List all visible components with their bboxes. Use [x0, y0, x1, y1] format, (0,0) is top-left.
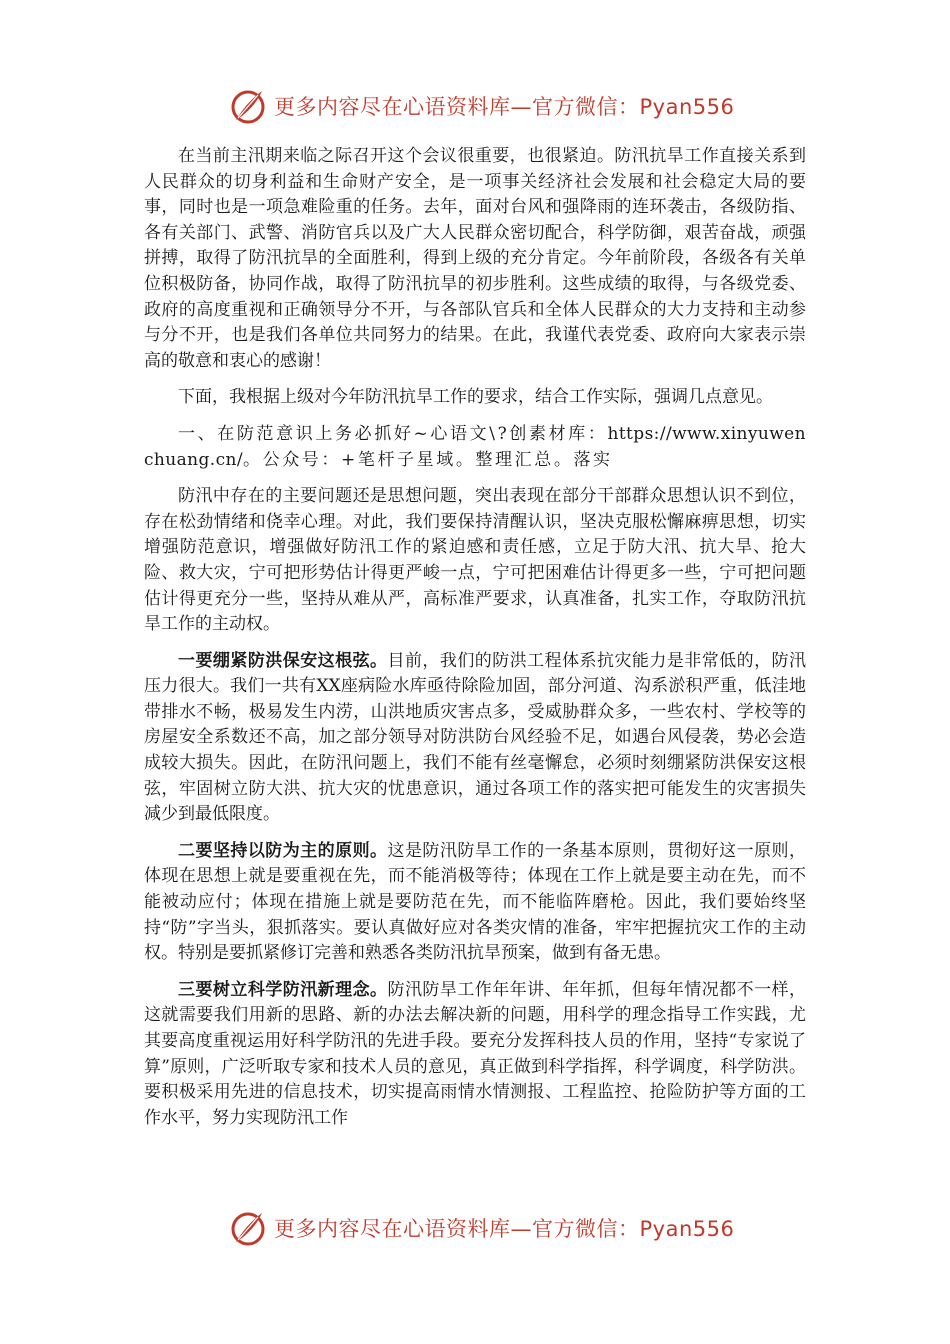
paragraph-text-1: 目前，我们的防洪工程体系抗灾能力是非常低的，防汛压力很大。我们一共有XX座病险水库亟待除险加固，部分河道、沟系淤积严重，低洼地带排水不畅，极易发生内涝，山洪地质灾害点多，受威胁群众多，一些农村、学校等的房屋安全系数还不高，加之部分领导对防洪防台风经验不足，如遇台风侵袭，势必会造成较大损失。因此，在防汛问题上，我们不能有丝毫懈怠，必须时刻绷紧防洪保安这根弦，牢固树立防大洪、抗大灾的忧患意识，通过各项工作的落实把可能发生的灾害损失减少到最低限度。	[144, 650, 807, 825]
paragraph-text-3: 防汛防旱工作年年讲、年年抓，但每年情况都不一样，这就需要我们用新的思路、新的办法去解决新的问题，用科学的理念指导工作实践，尤其要高度重视运用好科学防汛的先进手段。要充分发挥科技人员的作用，坚持“专家说了算”原则，广泛听取专家和技术人员的意见，真正做到科学指挥，科学调度，科学防洪。要积极采用先进的信息技术，切实提高雨情水情测报、工程监控、抢险防护等方面的工作水平，努力实现防汛工作	[144, 979, 807, 1128]
paragraph-lead-2: 二要坚持以防为主的原则。	[178, 840, 388, 861]
paragraph-transition: 下面，我根据上级对今年防汛抗旱工作的要求，结合工作实际，强调几点意见。	[178, 387, 773, 408]
section-heading-prefix: 一、在防范意识上务必抓好~心语文\?创素材库：	[178, 423, 608, 444]
paragraph-awareness: 防汛中存在的主要问题还是思想问题，突出表现在部分干部群众思想认识不到位，存在松劲情绪和侥幸心理。对此，我们要保持清醒认识，坚决克服松懈麻痹思想，切实增强防范意识，增强做好防汛工作的紧迫感和责任感，立足于防大汛、抗大旱、抢大险、救大灾，宁可把形势估计得更严峻一点，宁可把困难估计得更多一些，宁可把问题估计得更充分一些，坚持从难从严，高标准严要求，认真准备，扎实工作，夺取防汛抗旱工作的主动权。	[144, 486, 806, 635]
section-heading-suffix: 。公众号：+笔杆子星域。整理汇总。落实	[243, 449, 613, 470]
paragraph-flood-control	[144, 649, 806, 828]
document-body	[144, 144, 806, 1142]
paragraph-lead-3: 三要树立科学防汛新理念。	[178, 979, 388, 1000]
header-banner-text: 更多内容尽在心语资料库—官方微信：Pyan556	[274, 95, 735, 119]
paragraph-prevention	[144, 839, 806, 967]
section-heading-1	[144, 422, 806, 473]
footer-banner-text: 更多内容尽在心语资料库—官方微信：Pyan556	[274, 1217, 735, 1241]
paragraph-text-2: 这是防汛防旱工作的一条基本原则，贯彻好这一原则，体现在思想上就是要重视在先，而不能消极等待；体现在工作上就是要主动在先，而不能被动应付；体现在措施上就是要防范在先，而不能临阵磨枪。因此，我们要始终坚持“防”字当头，狠抓落实。要认真做好应对各类灾情的准备，牢牢把握抗灾工作的主动权。特别是要抓紧修订完善和熟悉各类防汛抗旱预案，做到有备无患。	[144, 840, 807, 964]
paragraph-science	[144, 978, 806, 1132]
footer-banner	[228, 1206, 734, 1250]
section-heading-url: https://www.xinyuwenchuang.cn/	[144, 423, 806, 470]
feather-pen-logo-icon	[228, 1208, 268, 1248]
feather-pen-logo-icon	[228, 86, 268, 126]
header-banner	[228, 84, 734, 128]
paragraph-intro: 在当前主汛期来临之际召开这个会议很重要，也很紧迫。防汛抗旱工作直接关系到人民群众的切身利益和生命财产安全，是一项事关经济社会发展和社会稳定大局的要事，同时也是一项急难险重的任务。去年，面对台风和强降雨的连环袭击，各级防指、各有关部门、武警、消防官兵以及广大人民群众密切配合，科学防御，艰苦奋战，顽强拼搏，取得了防汛抗旱的全面胜利，得到上级的充分肯定。今年前阶段，各级各有关单位积极防备，协同作战，取得了防汛抗旱的初步胜利。这些成绩的取得，与各级党委、政府的高度重视和正确领导分不开，与各部队官兵和全体人民群众的大力支持和主动参与分不开，也是我们各单位共同努力的结果。在此，我谨代表党委、政府向大家表示崇高的敬意和衷心的感谢！	[144, 146, 806, 371]
paragraph-lead-1: 一要绷紧防洪保安这根弦。	[178, 650, 388, 671]
